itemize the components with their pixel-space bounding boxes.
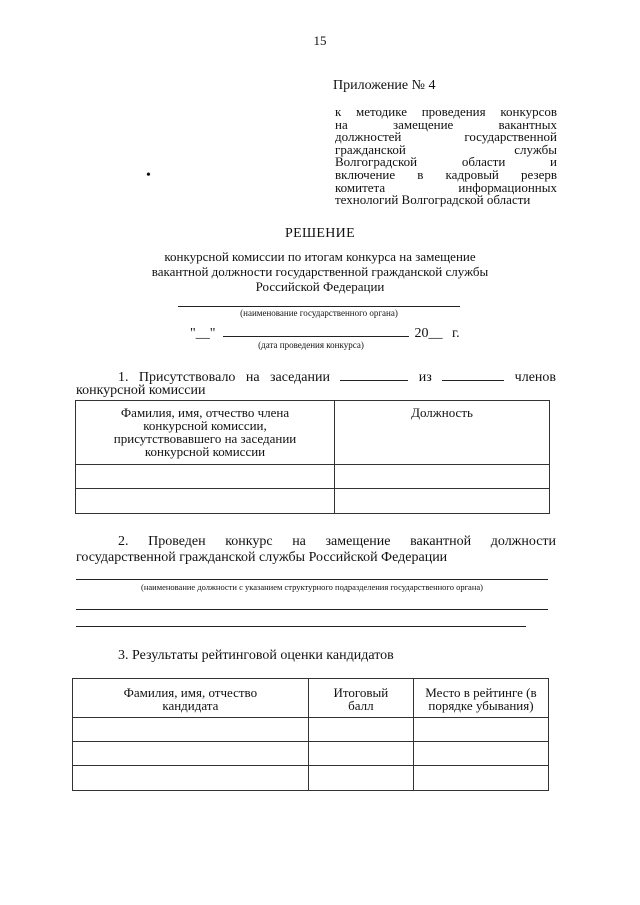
subtitle-line: Российской Федерации	[255, 279, 385, 294]
date-open-quote: "	[190, 326, 196, 341]
commission-members-table	[75, 400, 550, 514]
org-name-line[interactable]	[178, 306, 460, 307]
subtitle-line: конкурсной комиссии по итогам конкурса на замещение	[164, 249, 476, 264]
document-subtitle	[110, 249, 530, 294]
document-title: РЕШЕНИЕ	[285, 226, 355, 241]
methodology-reference	[335, 106, 557, 207]
table-header-row	[76, 401, 550, 465]
column-header-score: Итоговый балл	[308, 679, 413, 718]
subtitle-line: вакантной должности государственной гражданской службы	[151, 264, 489, 279]
table-cell[interactable]	[308, 742, 413, 766]
date-year-blank[interactable]: __	[428, 326, 443, 341]
methodology-line: на замещение вакантных	[335, 116, 557, 132]
date-close-quote: "	[209, 326, 216, 341]
section2-word: на	[292, 534, 306, 549]
table-row	[73, 766, 549, 791]
table-cell[interactable]	[335, 465, 550, 489]
total-members-blank[interactable]	[442, 368, 504, 381]
candidates-rating-table	[72, 678, 549, 791]
date-month-blank[interactable]	[223, 324, 409, 337]
methodology-line: должностей государственной	[335, 129, 557, 145]
methodology-line: технологий Волгоградской области	[335, 192, 531, 208]
column-header-rank: Место в рейтинге (в порядке убывания)	[413, 679, 548, 718]
section2-word: Проведен	[148, 534, 206, 549]
column-header-candidate: Фамилия, имя, отчество кандидата	[73, 679, 309, 718]
methodology-line: Волгоградской области и	[335, 154, 557, 170]
position-name-line[interactable]	[76, 579, 548, 580]
position-extra-line[interactable]	[76, 609, 548, 610]
section2-word: должности	[490, 534, 557, 549]
appendix-heading: Приложение № 4	[333, 78, 436, 93]
date-year-suffix: г.	[451, 326, 460, 341]
table-cell[interactable]	[73, 766, 309, 791]
page-number: 15	[313, 33, 327, 48]
section1-text: из	[418, 370, 432, 385]
table-cell[interactable]	[413, 742, 548, 766]
methodology-line: гражданской службы	[335, 141, 557, 157]
table-cell[interactable]	[76, 465, 335, 489]
section2-line2: государственной гражданской службы Российской Федерации	[76, 550, 448, 565]
column-header-name: Фамилия, имя, отчество члена конкурсной комиссии, присутствовавшего на заседании конкурсной комиссии	[76, 401, 335, 465]
methodology-line: комитета информационных	[335, 179, 557, 195]
methodology-line: включение в кадровый резерв	[335, 166, 557, 182]
position-caption: (наименование должности с указанием структурного подразделения государственного органа)	[141, 582, 483, 592]
section1-text: членов	[514, 370, 557, 385]
table-row	[73, 718, 549, 742]
table-cell[interactable]	[73, 742, 309, 766]
section2-word: вакантной	[410, 534, 472, 549]
date-day-blank[interactable]: __	[195, 326, 210, 341]
table-cell[interactable]	[76, 489, 335, 514]
table-row	[76, 489, 550, 514]
methodology-line: к методике проведения конкурсов	[335, 104, 557, 119]
position-extra-line[interactable]	[76, 626, 526, 627]
section1-line2: конкурсной комиссии	[76, 383, 206, 398]
section3-title: 3. Результаты рейтинговой оценки кандидатов	[118, 648, 394, 663]
table-cell[interactable]	[413, 766, 548, 791]
bullet-mark: •	[146, 168, 151, 183]
section2-word: конкурс	[225, 534, 273, 549]
table-cell[interactable]	[73, 718, 309, 742]
date-year-prefix: 20	[414, 326, 429, 341]
table-cell[interactable]	[308, 718, 413, 742]
column-header-position: Должность	[335, 401, 550, 465]
date-caption: (дата проведения конкурса)	[258, 340, 364, 350]
table-cell[interactable]	[413, 718, 548, 742]
table-row	[73, 742, 549, 766]
table-header-row	[73, 679, 549, 718]
section1-text: 1. Присутствовало на заседании	[118, 370, 330, 385]
org-caption: (наименование государственного органа)	[240, 308, 398, 318]
present-count-blank[interactable]	[340, 368, 408, 381]
section2-line1	[118, 534, 556, 550]
table-row	[76, 465, 550, 489]
section2-word: 2.	[118, 534, 129, 549]
table-cell[interactable]	[335, 489, 550, 514]
section2-word: замещение	[325, 534, 391, 549]
table-cell[interactable]	[308, 766, 413, 791]
